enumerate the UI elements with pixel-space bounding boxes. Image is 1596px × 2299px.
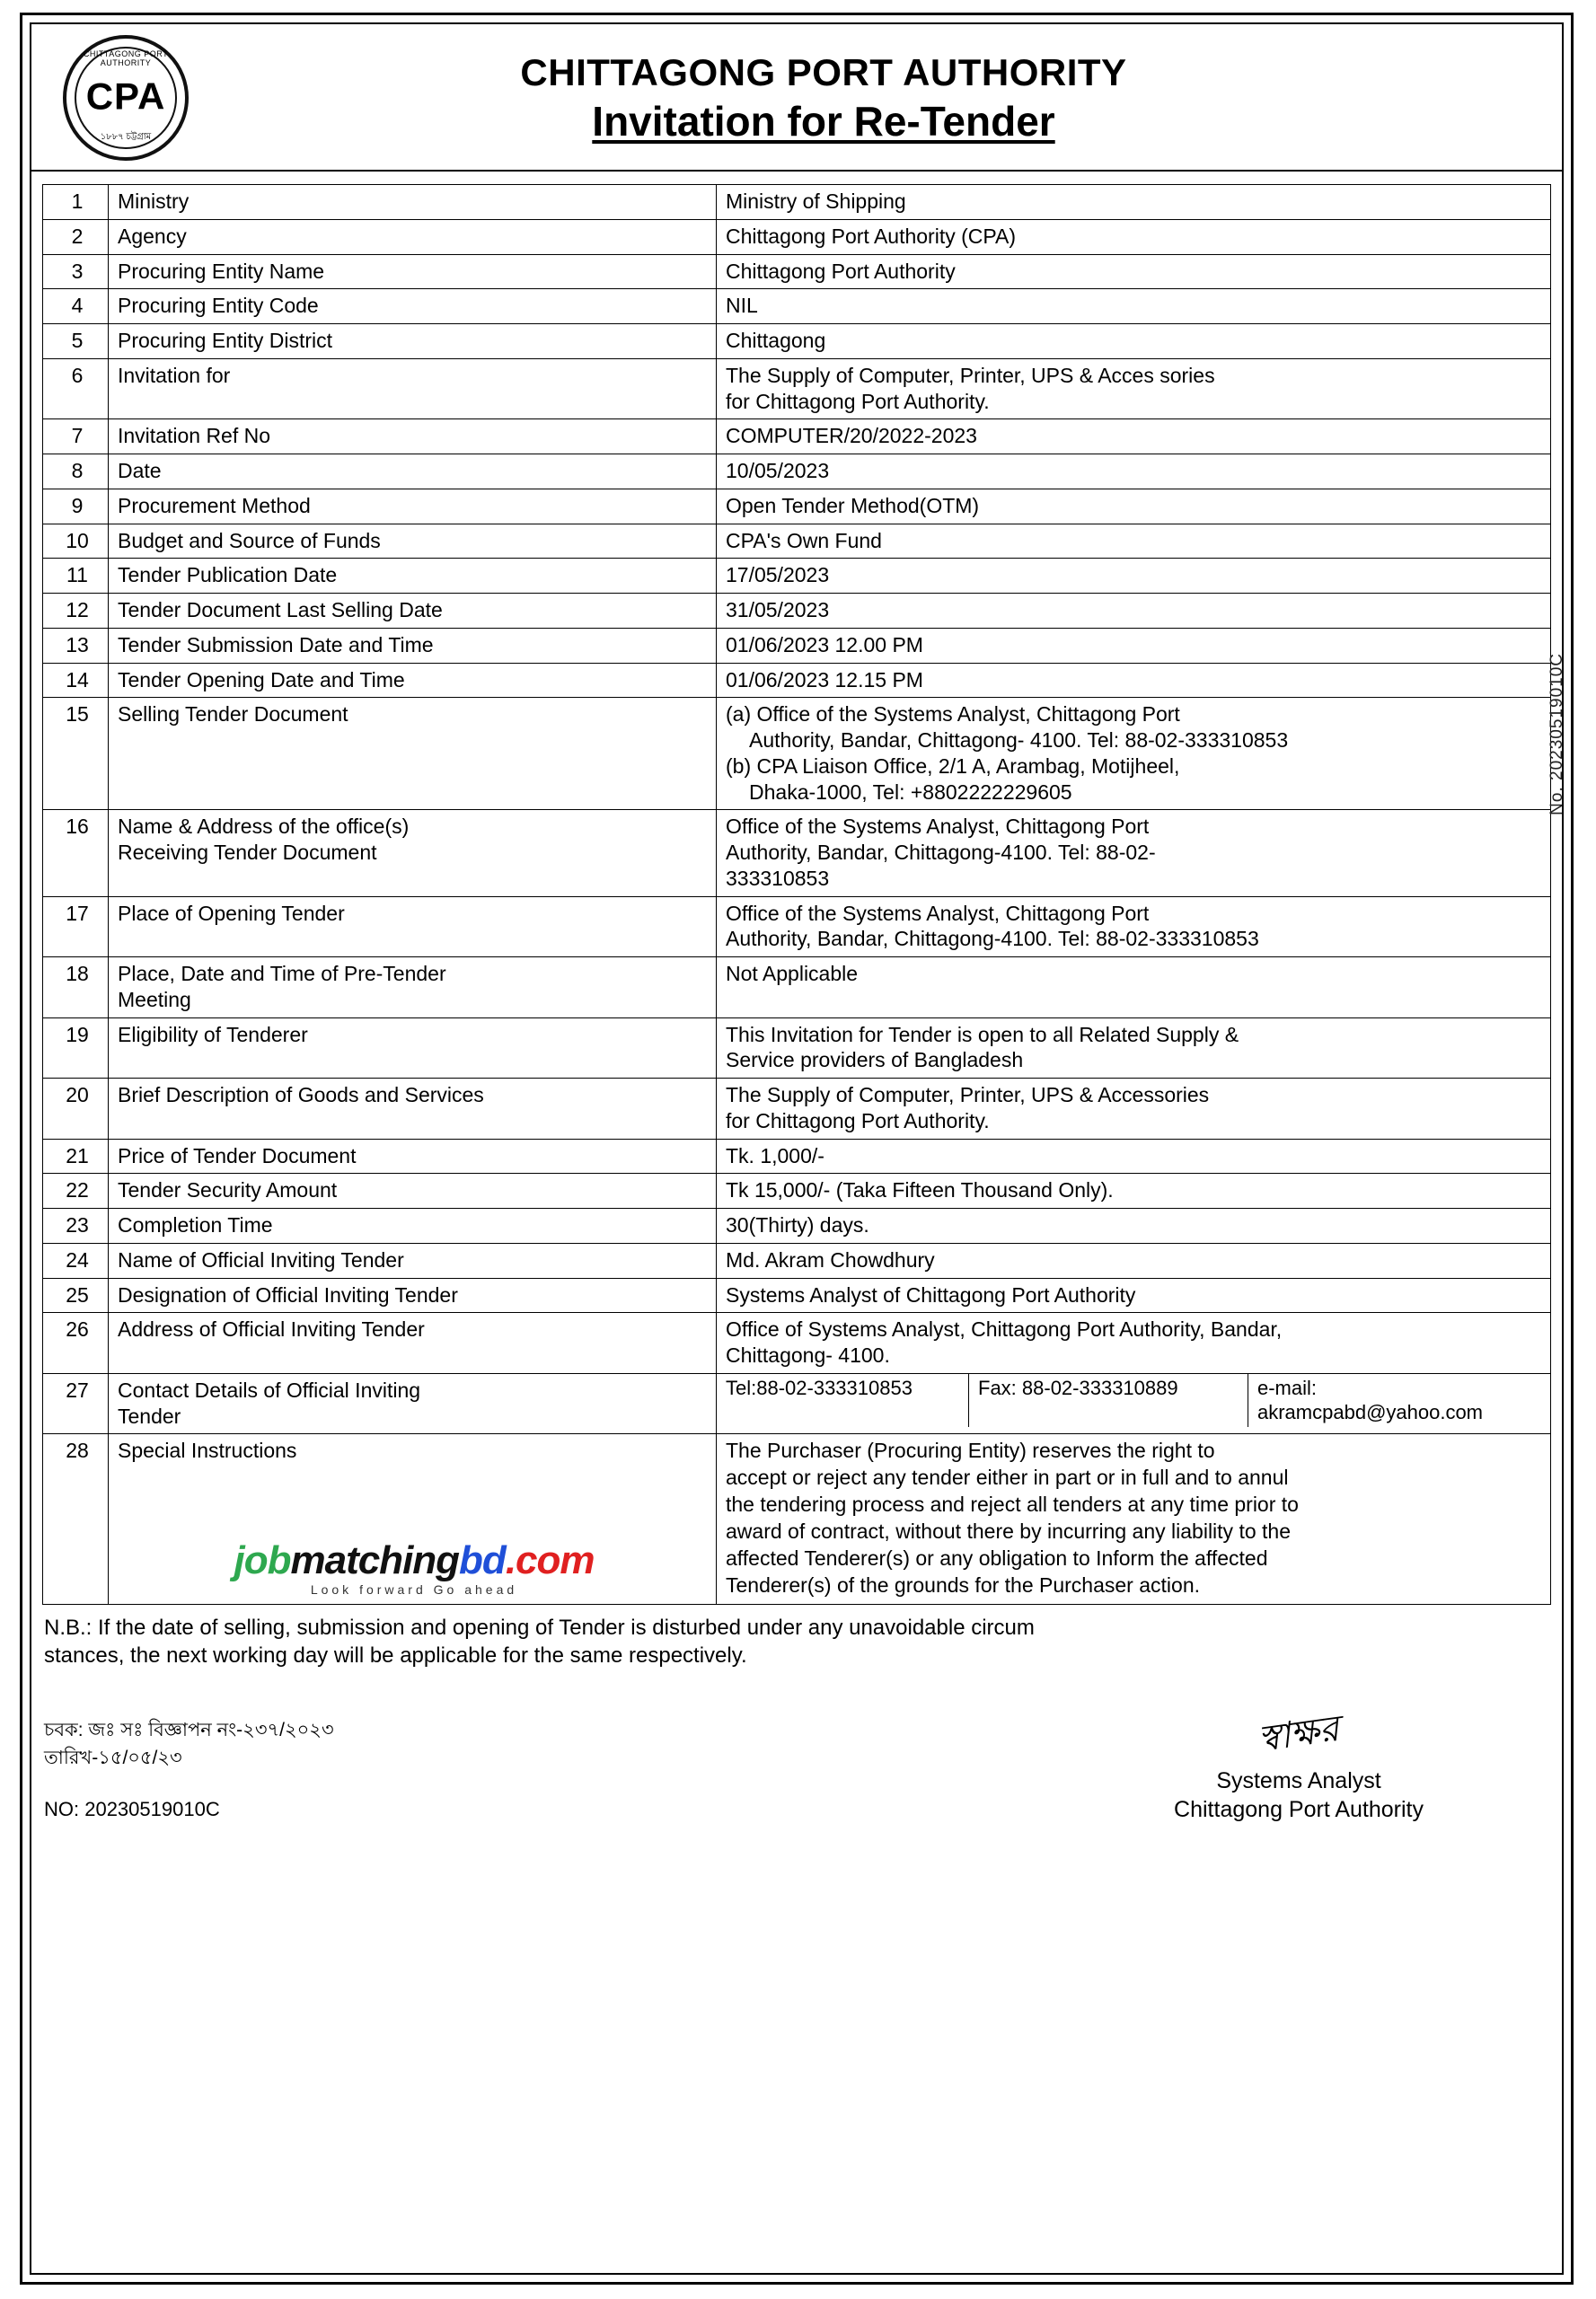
row-value: Md. Akram Chowdhury — [717, 1243, 1551, 1278]
table-row — [43, 324, 1551, 359]
row-label-line: Tender — [118, 1404, 181, 1428]
contact-email-value[interactable]: akramcpabd@yahoo.com — [1257, 1401, 1484, 1424]
cpa-seal-icon — [63, 35, 189, 161]
row-label: Procuring Entity Name — [109, 254, 717, 289]
contact-email-label: e-mail: — [1257, 1376, 1318, 1399]
signature-block — [1174, 1705, 1549, 1824]
row-number: 22 — [43, 1174, 109, 1209]
tender-details-table — [42, 184, 1551, 1605]
row-number: 24 — [43, 1243, 109, 1278]
table-row — [43, 1209, 1551, 1244]
row-label: Tender Document Last Selling Date — [109, 594, 717, 629]
watermark-part-bd: bd — [459, 1538, 506, 1582]
row-value-line: Dhaka-1000, Tel: +8802222229605 — [749, 780, 1072, 804]
table-row — [43, 454, 1551, 489]
row-label-line: Receiving Tender Document — [118, 841, 377, 864]
watermark-part-com: .com — [505, 1538, 595, 1582]
page-title: Invitation for Re-Tender — [592, 97, 1055, 145]
row-value-line: Office of the Systems Analyst, Chittagong Port — [726, 901, 1150, 925]
si-line: The Purchaser (Procuring Entity) reserves the right to — [726, 1439, 1215, 1463]
special-instructions-cell — [717, 1434, 1551, 1604]
row-label: Procuring Entity Code — [109, 289, 717, 324]
row-label: Name of Official Inviting Tender — [109, 1243, 717, 1278]
row-number: 8 — [43, 454, 109, 489]
table-row — [43, 489, 1551, 524]
row-value — [717, 1079, 1551, 1140]
row-label: Tender Security Amount — [109, 1174, 717, 1209]
row-value — [717, 1313, 1551, 1374]
logo-top-text: CHITTAGONG PORT AUTHORITY — [83, 49, 169, 67]
document-footer — [44, 1689, 1549, 1824]
table-row — [43, 1243, 1551, 1278]
row-value-line: (a) Office of the Systems Analyst, Chittagong Port — [726, 702, 1180, 727]
row-label: Ministry — [109, 185, 717, 220]
row-number: 4 — [43, 289, 109, 324]
row-value: 01/06/2023 12.00 PM — [717, 628, 1551, 663]
row-label — [109, 810, 717, 896]
signatory-organization: Chittagong Port Authority — [1174, 1796, 1424, 1822]
nb-note-line2: stances, the next working day will be applicable for the same respectively. — [44, 1643, 747, 1668]
row-value: Not Applicable — [717, 957, 1551, 1018]
row-value-line: The Supply of Computer, Printer, UPS & Accessories — [726, 1083, 1210, 1106]
table-row-contact — [43, 1373, 1551, 1434]
row-label-line: Special Instructions — [118, 1439, 297, 1463]
row-value — [717, 896, 1551, 957]
contact-email — [1248, 1374, 1550, 1427]
row-number: 19 — [43, 1017, 109, 1079]
si-line: award of contract, without there by incurring any liability to the — [726, 1519, 1291, 1543]
row-label — [109, 1373, 717, 1434]
row-number: 9 — [43, 489, 109, 524]
row-number: 11 — [43, 559, 109, 594]
row-value-line: Chittagong- 4100. — [726, 1343, 890, 1367]
row-value: 30(Thirty) days. — [717, 1209, 1551, 1244]
row-value-line: Authority, Bandar, Chittagong-4100. Tel: 88-02-333310853 — [726, 927, 1259, 951]
watermark-tagline: Look forward Go ahead — [310, 1582, 518, 1597]
logo-container — [31, 35, 220, 161]
row-value-line: for Chittagong Port Authority. — [726, 1108, 990, 1132]
si-line: Tenderer(s) of the grounds for the Purchaser action. — [726, 1572, 1201, 1597]
row-value-line: Authority, Bandar, Chittagong- 4100. Tel: 88-02-333310853 — [749, 728, 1289, 752]
document-no: NO: 20230519010C — [44, 1798, 220, 1821]
logo-center-text: CPA — [85, 75, 166, 118]
row-value-line: (b) CPA Liaison Office, 2/1 A, Arambag, Motijheel, — [726, 753, 1180, 778]
row-label: Price of Tender Document — [109, 1139, 717, 1174]
row-value: Systems Analyst of Chittagong Port Authority — [717, 1278, 1551, 1313]
row-label: Budget and Source of Funds — [109, 524, 717, 559]
watermark-part-matching: matching — [290, 1538, 460, 1582]
row-label-line: Contact Details of Official Inviting — [118, 1378, 421, 1402]
table-row — [43, 1139, 1551, 1174]
si-line: accept or reject any tender either in part or in full and to annul — [726, 1466, 1289, 1490]
table-row — [43, 219, 1551, 254]
row-label: Invitation for — [109, 358, 717, 419]
row-number: 17 — [43, 896, 109, 957]
row-label: Date — [109, 454, 717, 489]
contact-grid — [717, 1374, 1550, 1427]
document-inner-border — [30, 22, 1564, 2275]
table-row — [43, 1174, 1551, 1209]
side-reference-number: No. 20230519010C — [1548, 653, 1566, 815]
table-row — [43, 524, 1551, 559]
row-value-line: Authority, Bandar, Chittagong-4100. Tel: 88-02- — [726, 841, 1156, 864]
table-row — [43, 698, 1551, 810]
table-row — [43, 1079, 1551, 1140]
row-value-line: 333310853 — [726, 866, 830, 890]
row-number: 13 — [43, 628, 109, 663]
table-row — [43, 594, 1551, 629]
row-value: 31/05/2023 — [717, 594, 1551, 629]
row-value: COMPUTER/20/2022-2023 — [717, 419, 1551, 454]
row-number: 28 — [43, 1434, 109, 1604]
table-body — [43, 185, 1551, 1605]
row-label: Agency — [109, 219, 717, 254]
signature-mark: স্বাক্ষর — [1255, 1708, 1342, 1761]
nb-note-line1: N.B.: If the date of selling, submission and opening of Tender is disturbed under any unavoidable circum — [44, 1615, 1035, 1640]
row-value: 01/06/2023 12.15 PM — [717, 663, 1551, 698]
row-label-line: Name & Address of the office(s) — [118, 815, 410, 839]
contact-fax: Fax: 88-02-333310889 — [969, 1374, 1248, 1427]
contact-tel: Tel:88-02-333310853 — [717, 1374, 969, 1427]
watermark-part-job: job — [234, 1538, 291, 1582]
row-label: Completion Time — [109, 1209, 717, 1244]
table-row — [43, 663, 1551, 698]
row-number: 6 — [43, 358, 109, 419]
row-label: Place of Opening Tender — [109, 896, 717, 957]
row-number: 7 — [43, 419, 109, 454]
row-number: 25 — [43, 1278, 109, 1313]
row-value — [717, 698, 1551, 810]
table-row — [43, 358, 1551, 419]
row-label: Procuring Entity District — [109, 324, 717, 359]
row-value-line: Service providers of Bangladesh — [726, 1048, 1024, 1072]
logo-bottom-text: ১৮৮৭ চট্টগ্রাম — [100, 132, 152, 142]
row-value-line: Office of Systems Analyst, Chittagong Port Authority, Bandar, — [726, 1317, 1283, 1342]
row-number: 16 — [43, 810, 109, 896]
row-number: 2 — [43, 219, 109, 254]
row-value-line: The Supply of Computer, Printer, UPS & Acces sories — [726, 363, 1215, 387]
si-line: the tendering process and reject all tenders at any time prior to — [726, 1493, 1299, 1517]
document-header — [31, 24, 1562, 172]
table-row — [43, 1278, 1551, 1313]
watermark-text — [118, 1538, 710, 1582]
row-number: 26 — [43, 1313, 109, 1374]
row-label — [109, 1434, 717, 1604]
table-row — [43, 559, 1551, 594]
table-row-special — [43, 1434, 1551, 1604]
row-number: 3 — [43, 254, 109, 289]
row-number: 20 — [43, 1079, 109, 1140]
row-value — [717, 810, 1551, 896]
row-number: 15 — [43, 698, 109, 810]
row-label: Address of Official Inviting Tender — [109, 1313, 717, 1374]
row-number: 23 — [43, 1209, 109, 1244]
table-row — [43, 896, 1551, 957]
org-title: CHITTAGONG PORT AUTHORITY — [520, 50, 1127, 93]
row-value: Chittagong — [717, 324, 1551, 359]
table-row — [43, 810, 1551, 896]
row-value: 10/05/2023 — [717, 454, 1551, 489]
row-value: 17/05/2023 — [717, 559, 1551, 594]
row-label: Designation of Official Inviting Tender — [109, 1278, 717, 1313]
table-row — [43, 957, 1551, 1018]
row-label — [109, 957, 717, 1018]
row-label: Invitation Ref No — [109, 419, 717, 454]
row-value: Tk 15,000/- (Taka Fifteen Thousand Only). — [717, 1174, 1551, 1209]
si-line: affected Tenderer(s) or any obligation to Inform the affected — [726, 1546, 1268, 1570]
footer-left-block — [44, 1717, 334, 1824]
row-value: CPA's Own Fund — [717, 524, 1551, 559]
document-page — [20, 13, 1574, 2285]
contact-details-cell — [717, 1373, 1551, 1434]
row-label: Selling Tender Document — [109, 698, 717, 810]
row-label: Tender Opening Date and Time — [109, 663, 717, 698]
row-value: Chittagong Port Authority — [717, 254, 1551, 289]
row-number: 10 — [43, 524, 109, 559]
row-value-line: for Chittagong Port Authority. — [726, 389, 990, 413]
table-row — [43, 1313, 1551, 1374]
row-value: Chittagong Port Authority (CPA) — [717, 219, 1551, 254]
table-row — [43, 185, 1551, 220]
table-row — [43, 419, 1551, 454]
row-number: 5 — [43, 324, 109, 359]
row-label: Tender Publication Date — [109, 559, 717, 594]
row-number: 14 — [43, 663, 109, 698]
row-label: Eligibility of Tenderer — [109, 1017, 717, 1079]
row-number: 18 — [43, 957, 109, 1018]
row-value: Ministry of Shipping — [717, 185, 1551, 220]
table-row — [43, 628, 1551, 663]
row-value: Open Tender Method(OTM) — [717, 489, 1551, 524]
table-row — [43, 1017, 1551, 1079]
row-label-line: Place, Date and Time of Pre-Tender — [118, 962, 446, 985]
row-number: 27 — [43, 1373, 109, 1434]
row-label: Tender Submission Date and Time — [109, 628, 717, 663]
jobmatchingbd-watermark-logo — [118, 1538, 710, 1599]
row-label: Brief Description of Goods and Services — [109, 1079, 717, 1140]
nb-note — [44, 1614, 1549, 1669]
table-row — [43, 289, 1551, 324]
row-value: NIL — [717, 289, 1551, 324]
row-value: Tk. 1,000/- — [717, 1139, 1551, 1174]
table-row — [43, 254, 1551, 289]
signatory-designation: Systems Analyst — [1216, 1768, 1381, 1794]
header-titles — [220, 52, 1562, 145]
row-value-line: Office of the Systems Analyst, Chittagong Port — [726, 815, 1150, 839]
advert-ref-line1: চবক: জঃ সঃ বিজ্ঞাপন নং-২৩৭/২০২৩ — [44, 1720, 334, 1741]
row-value-line: This Invitation for Tender is open to all Related Supply & — [726, 1022, 1239, 1046]
row-number: 1 — [43, 185, 109, 220]
row-label-line: Meeting — [118, 987, 191, 1011]
row-value — [717, 358, 1551, 419]
advert-ref-line2: তারিখ-১৫/০৫/২৩ — [44, 1747, 182, 1768]
row-number: 12 — [43, 594, 109, 629]
special-instructions-text — [726, 1438, 1545, 1599]
row-value — [717, 1017, 1551, 1079]
row-label: Procurement Method — [109, 489, 717, 524]
row-number: 21 — [43, 1139, 109, 1174]
